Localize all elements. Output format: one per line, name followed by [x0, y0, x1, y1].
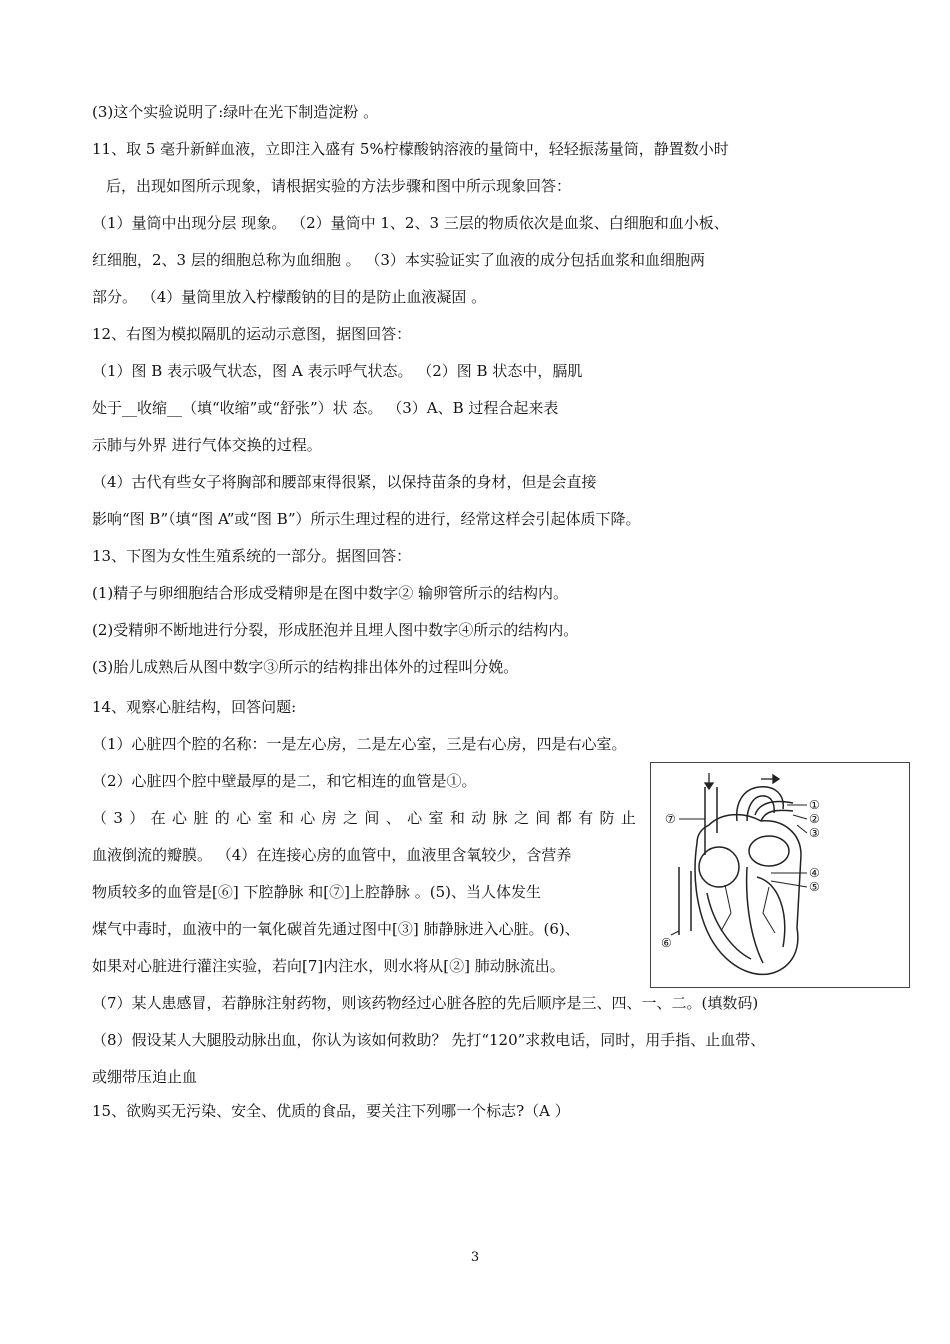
aorta	[737, 787, 784, 821]
q12-answer-line1: （1）图 B 表示吸气状态，图 A 表示呼气状态。 （2）图 B 状态中，膈肌	[92, 362, 583, 380]
arrow-icon	[773, 775, 779, 783]
char: 动	[471, 809, 487, 827]
q14-answer-1: （1）心脏四个腔的名称：一是左心房，二是左心室，三是右心房，四是右心室。	[92, 735, 627, 753]
septum	[747, 867, 763, 963]
char: 的	[214, 809, 230, 827]
q14-stem: 14、观察心脏结构，回答问题:	[92, 698, 297, 716]
q14-answer-4-line2: 物质较多的血管是[⑥] 下腔静脉 和[⑦]上腔静脉 。(5)、当人体发生	[92, 883, 541, 901]
q14-answer-7: （7）某人患感冒，若静脉注射药物，则该药物经过心脏各腔的先后顺序是三、四、一、二。(填数码)	[92, 994, 759, 1012]
q13-answer-3: (3)胎儿成熟后从图中数字③所示的结构排出体外的过程叫分娩。	[92, 658, 519, 676]
left-ventricle	[757, 877, 785, 947]
char: 心	[236, 809, 252, 827]
char: 3	[113, 809, 123, 827]
label-7: ⑦	[665, 812, 676, 826]
char: 室	[428, 809, 444, 827]
char: 房	[321, 809, 337, 827]
q14-answer-8-line2: 或绷带压迫止血	[92, 1068, 198, 1086]
char: 有	[578, 809, 594, 827]
right-atrium	[699, 847, 739, 887]
char: 心	[300, 809, 316, 827]
char: 都	[556, 809, 572, 827]
label-5: ⑤	[809, 880, 820, 894]
char: 、	[385, 809, 401, 827]
q14-answer-3-line1	[92, 808, 636, 828]
q11-stem-line1: 11、取 5 毫升新鲜血液，立即注入盛有 5%柠檬酸钠溶液的量筒中，轻轻振荡量筒，静置数小时	[92, 140, 729, 158]
char: 间	[535, 809, 551, 827]
char: 和	[278, 809, 294, 827]
char: 心	[407, 809, 423, 827]
char: 和	[449, 809, 465, 827]
char: 室	[257, 809, 273, 827]
q11-answer-line3: 部分。 （4）量筒里放入柠檬酸钠的目的是防止血液凝固 。	[92, 288, 487, 306]
char: 脏	[193, 809, 209, 827]
q14-answer-6-line: 如果对心脏进行灌注实验，若向[7]内注水，则水将从[②] 肺动脉流出。	[92, 957, 565, 975]
label-3: ③	[809, 826, 820, 840]
q14-answer-8-line1: （8）假设某人大腿股动脉出血，你认为该如何救助？ 先打“120”求救电话，同时，用手指、止血带、	[92, 1031, 766, 1049]
q14-answer-3-line2: 血液倒流的瓣膜。 （4）在连接心房的血管中，血液里含氧较少，含营养	[92, 846, 572, 864]
q15-stem: 15、欲购买无污染、安全、优质的食品，要关注下列哪一个标志?（A ）	[92, 1102, 570, 1120]
char: ）	[129, 809, 145, 827]
left-atrium	[749, 836, 789, 866]
q14-answer-2: （2）心脏四个腔中壁最厚的是二，和它相连的血管是①。	[92, 772, 477, 790]
char: 在	[150, 809, 166, 827]
char: （	[92, 809, 108, 827]
char: 防	[599, 809, 615, 827]
page-number: 3	[470, 1250, 480, 1265]
q13-answer-2: (2)受精卵不断地进行分裂，形成胚泡并且埋人图中数字④所示的结构内。	[92, 621, 579, 639]
q12-stem: 12、右图为模拟隔肌的运动示意图，据图回答：	[92, 325, 412, 343]
char: 心	[172, 809, 188, 827]
label-1: ①	[809, 798, 820, 812]
char: 止	[620, 809, 636, 827]
q12-part4-line1: （4）古代有些女子将胸部和腰部束得很紧，以保持苗条的身材，但是会直接	[92, 473, 597, 491]
q11-stem-line2: 后，出现如图所示现象，请根据实验的方法步骤和图中所示现象回答：	[106, 177, 572, 195]
q10-conclusion: (3)这个实验说明了:绿叶在光下制造淀粉 。	[92, 103, 379, 121]
char: 之	[514, 809, 530, 827]
q13-answer-1: (1)精子与卵细胞结合形成受精卵是在图中数字② 输卵管所示的结构内。	[92, 584, 569, 602]
inferior-vena-cava	[679, 867, 691, 935]
char: 间	[364, 809, 380, 827]
label-2: ②	[809, 812, 820, 826]
q14-answer-5-line: 煤气中毒时，血液中的一氧化碳首先通过图中[③] 肺静脉进入心脏。(6)、	[92, 920, 580, 938]
q12-answer-line2: 处于__收缩__（填“收缩”或“舒张”）状 态。 （3）A、B 过程合起来表	[92, 399, 559, 417]
q11-answer-line2: 红细胞，2、3 层的细胞总称为血细胞 。 （3）本实验证实了血液的成分包括血浆和血细胞两	[92, 251, 705, 269]
label-4: ④	[809, 866, 820, 880]
label-6: ⑥	[661, 936, 672, 950]
heart-diagram	[650, 762, 910, 988]
q12-part4-line2: 影响“图 B”（填“图 A”或“图 B”）所示生理过程的进行，经常这样会引起体质下降。	[92, 510, 641, 528]
char: 之	[343, 809, 359, 827]
char: 脉	[492, 809, 508, 827]
q11-answer-line1: （1）量筒中出现分层 现象。 （2）量筒中 1、2、3 三层的物质依次是血浆、白细胞和血小板、	[92, 214, 729, 232]
q12-answer-line3: 示肺与外界 进行气体交换的过程。	[92, 436, 322, 454]
q13-stem: 13、下图为女性生殖系统的一部分。据图回答：	[92, 547, 412, 565]
arrow-icon	[705, 783, 713, 789]
superior-vena-cava	[705, 787, 717, 855]
heart-outline	[695, 815, 801, 975]
